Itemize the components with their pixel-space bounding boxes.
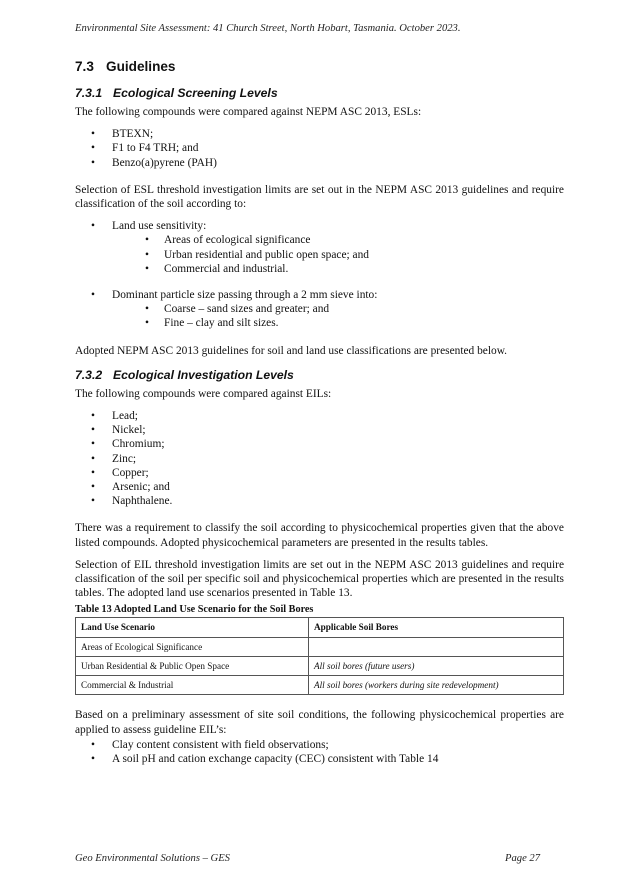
particle-label: Dominant particle size passing through a 2 mm sieve into:	[112, 289, 378, 302]
list-item: • A soil pH and cation exchange capacity (CEC) consistent with Table 14	[75, 752, 564, 766]
closing-list	[75, 738, 564, 766]
list-item: • Chromium;	[75, 437, 564, 451]
eil-heading	[75, 367, 564, 383]
list-item: • Copper;	[75, 466, 564, 480]
list-item: • Lead;	[75, 409, 564, 423]
list-item: • Urban residential and public open space; and	[75, 248, 564, 262]
eil-number: 7.3.2	[75, 367, 103, 382]
eil-intro: The following compounds were compared against EILs:	[75, 387, 332, 400]
column-header: Land Use Scenario	[76, 618, 309, 637]
section-title: Guidelines	[106, 59, 176, 74]
eil-para-2: Selection of EIL threshold investigation limits are set out in the NEPM ASC 2013 guidelines and require classification of the soil per specific soil and physicochemical properties which are presented in the results tables. The adopted land use scenarios presented in Table 13.	[75, 558, 564, 600]
list-item	[75, 219, 564, 276]
list-item: • Fine – clay and silt sizes.	[75, 316, 564, 330]
list-item: • Benzo(a)pyrene (PAH)	[75, 156, 564, 170]
table-row	[76, 676, 564, 695]
esl-criteria-list	[75, 219, 564, 330]
column-header: Applicable Soil Bores	[309, 618, 564, 637]
esl-selection: Selection of ESL threshold investigation limits are set out in the NEPM ASC 2013 guidelines and require classification of the soil according to:	[75, 183, 564, 211]
list-item: • F1 to F4 TRH; and	[75, 141, 564, 155]
table-cell: All soil bores (future users)	[309, 656, 564, 675]
eil-title: Ecological Investigation Levels	[113, 367, 294, 382]
esl-compound-list	[75, 127, 564, 170]
closing-text: Based on a preliminary assessment of site soil conditions, the following physicochemical properties are applied to assess guideline EIL’s:	[75, 709, 564, 736]
esl-heading	[75, 85, 564, 101]
esl-intro: The following compounds were compared against NEPM ASC 2013, ESLs:	[75, 106, 422, 118]
table-cell: Urban Residential & Public Open Space	[76, 656, 309, 675]
list-item: • Naphthalene.	[75, 494, 564, 508]
table-cell: All soil bores (workers during site redevelopment)	[309, 676, 564, 695]
land-use-label: Land use sensitivity:	[112, 220, 207, 233]
table-13-caption: Table 13 Adopted Land Use Scenario for the Soil Bores	[75, 604, 314, 616]
list-item: • Nickel;	[75, 423, 564, 437]
eil-para-1: There was a requirement to classify the soil according to physicochemical properties given that the above listed compounds. Adopted physicochemical parameters are presented in the results tables.	[75, 522, 564, 549]
list-item: • Coarse – sand sizes and greater; and	[75, 302, 564, 316]
table-cell: Areas of Ecological Significance	[76, 637, 309, 656]
list-item: • BTEXN;	[75, 127, 564, 141]
page-header: Environmental Site Assessment: 41 Church Street, North Hobart, Tasmania. October 2023.	[75, 23, 461, 34]
list-item: • Areas of ecological significance	[75, 233, 564, 247]
esl-number: 7.3.1	[75, 86, 103, 100]
list-item: • Arsenic; and	[75, 480, 564, 494]
footer-company: Geo Environmental Solutions – GES	[75, 853, 230, 864]
table-13	[75, 617, 564, 695]
eil-compound-list	[75, 409, 564, 508]
land-use-sublist	[75, 233, 564, 276]
esl-title: Ecological Screening Levels	[113, 86, 278, 100]
section-number: 7.3	[75, 59, 94, 74]
table-row	[76, 656, 564, 675]
table-row	[76, 637, 564, 656]
esl-adopted: Adopted NEPM ASC 2013 guidelines for soil and land use classifications are presented below.	[75, 344, 508, 357]
table-cell	[309, 637, 564, 656]
table-header-row	[76, 618, 564, 637]
particle-sublist	[75, 302, 564, 330]
section-heading	[75, 58, 564, 75]
list-item: • Clay content consistent with field observations;	[75, 738, 564, 752]
list-item	[75, 288, 564, 331]
page-content	[75, 58, 564, 766]
list-item: • Zinc;	[75, 452, 564, 466]
table-cell: Commercial & Industrial	[76, 676, 309, 695]
list-item: • Commercial and industrial.	[75, 262, 564, 276]
footer-page-number: Page 27	[505, 853, 541, 864]
